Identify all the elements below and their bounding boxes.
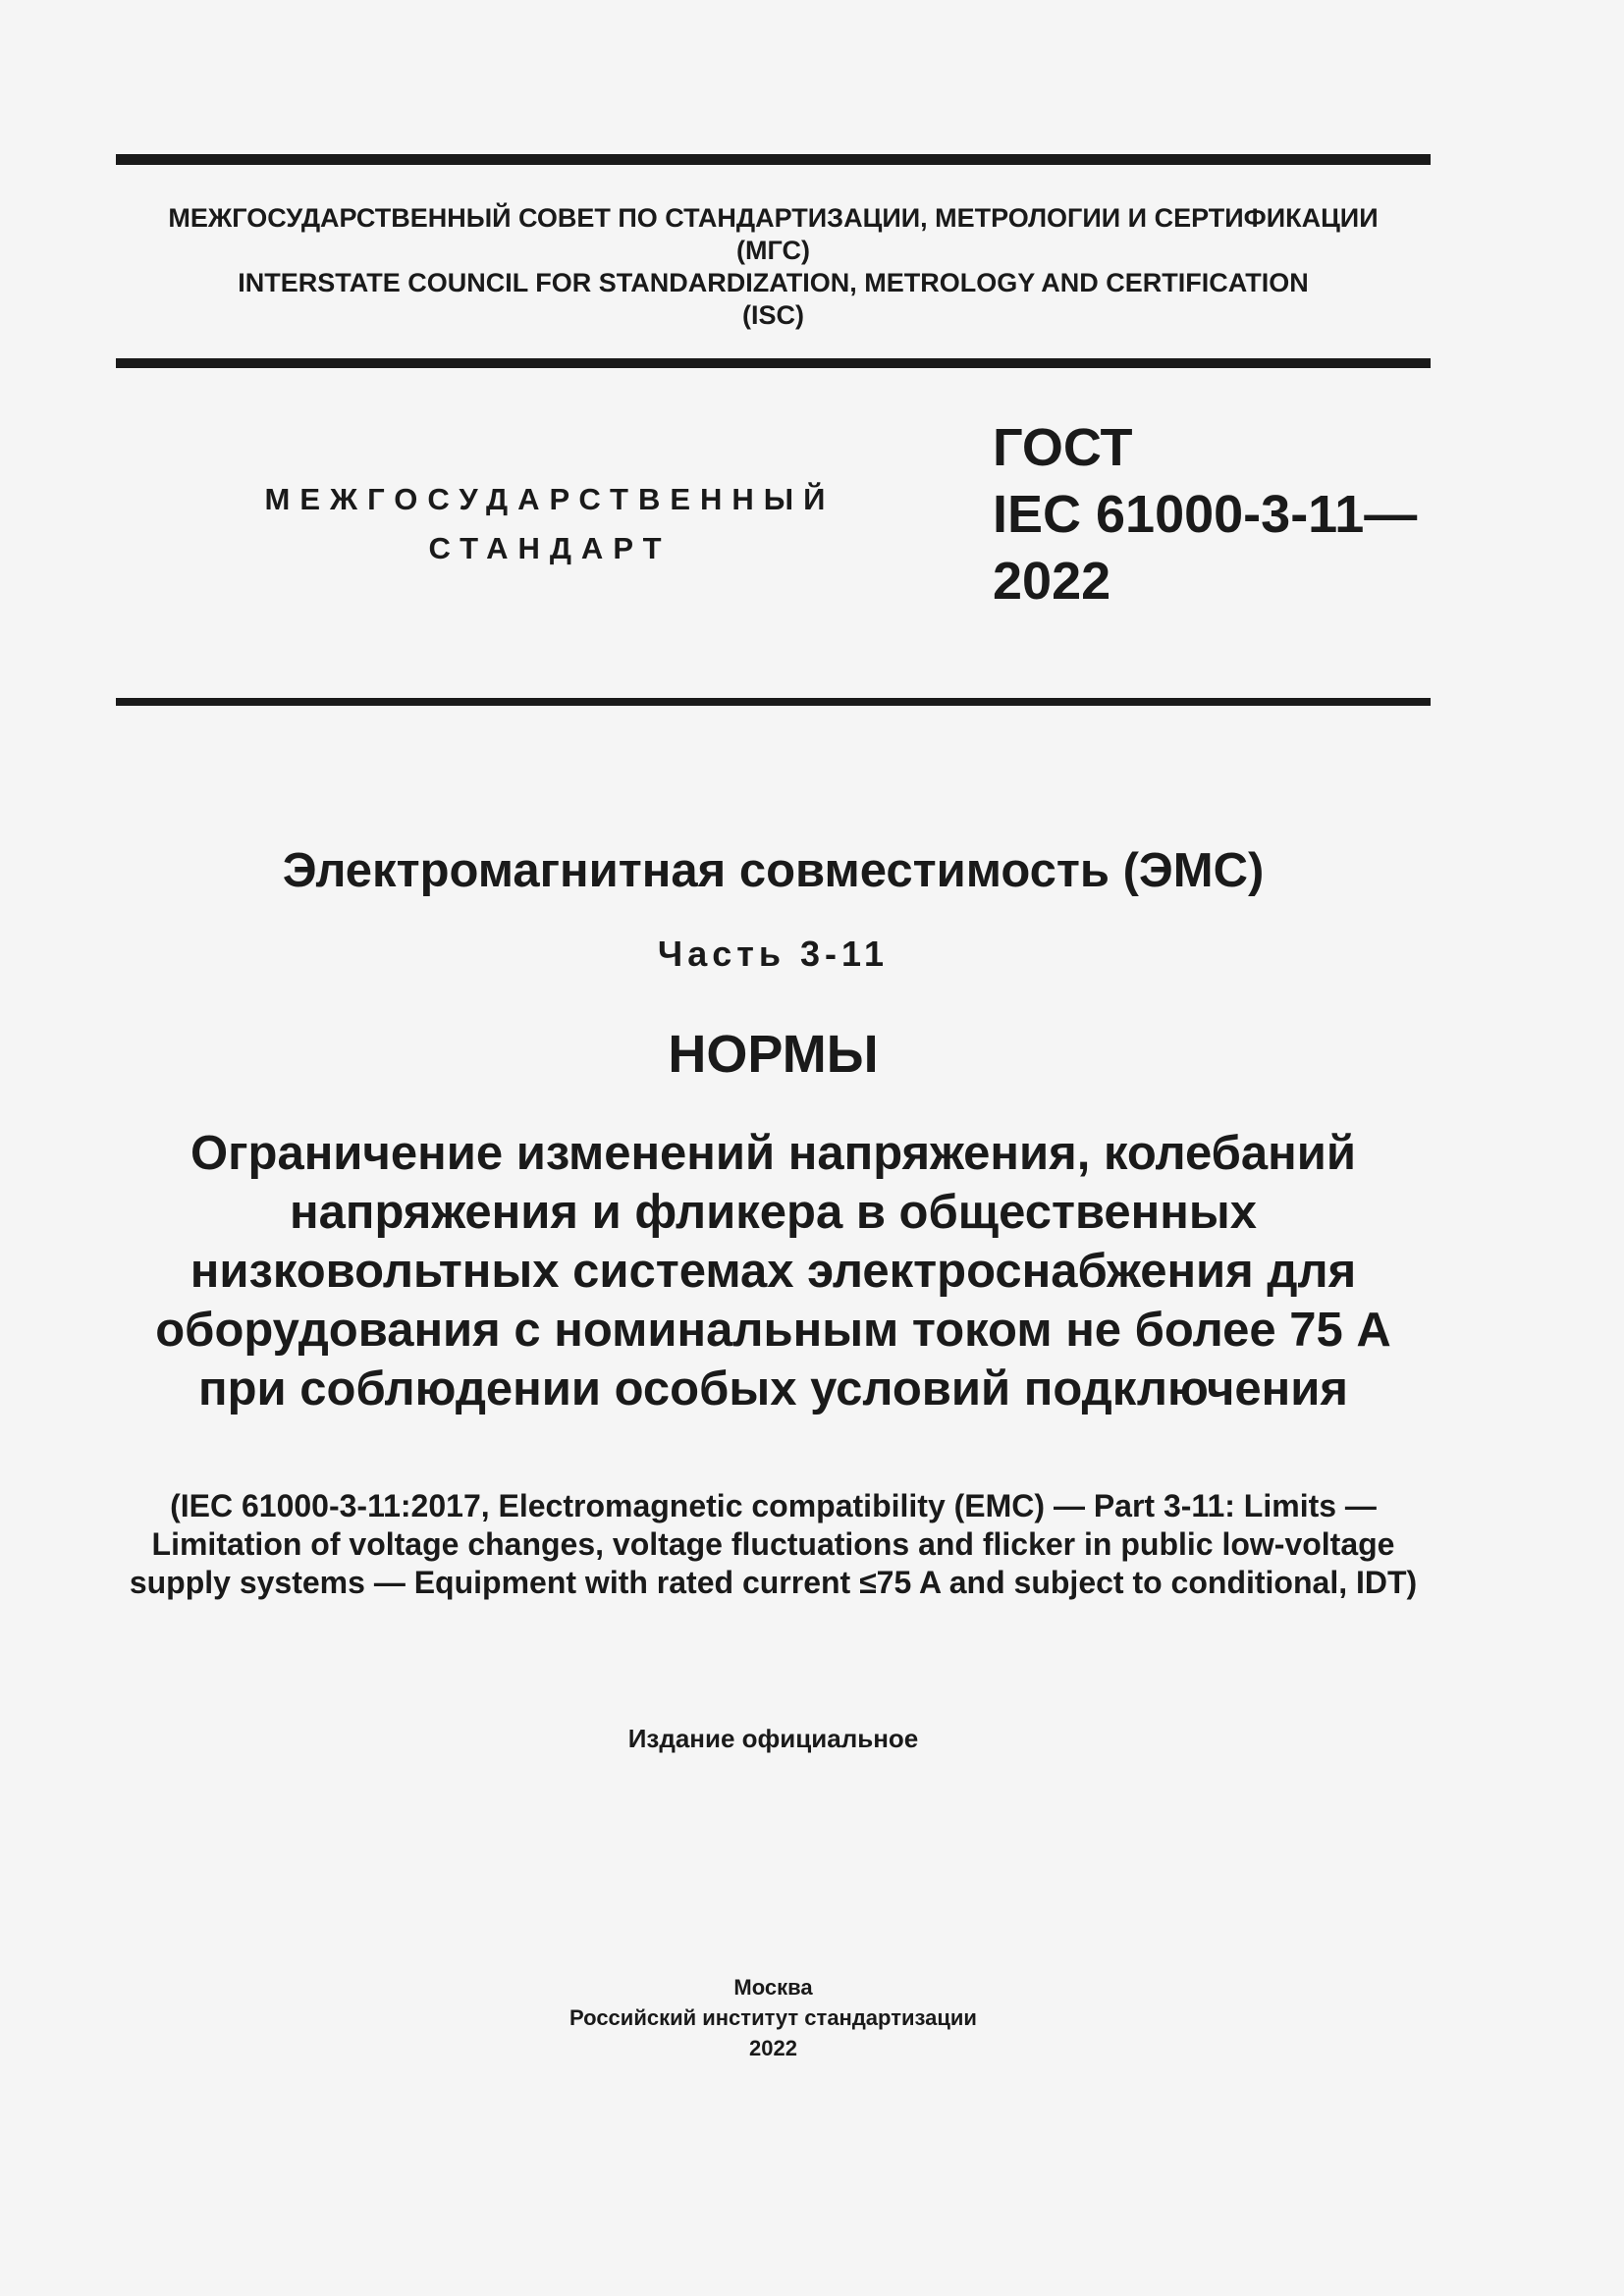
publisher-institute: Российский институт стандартизации	[569, 2005, 977, 2030]
document-subtitle	[116, 1124, 1431, 1418]
subtitle-line: оборудования с номинальным током не более 75 А	[155, 1304, 1391, 1357]
standard-kind-line-2: СТАНДАРТ	[428, 531, 672, 565]
top-rule	[116, 154, 1431, 165]
designation-line-3: 2022	[993, 552, 1111, 611]
intl-reference-line: (IEC 61000-3-11:2017, Electromagnetic compatibility (EMC) — Part 3-11: Limits —	[170, 1488, 1377, 1523]
council-header	[116, 202, 1431, 332]
standard-kind-line-1: МЕЖГОСУДАРСТВЕННЫЙ	[264, 482, 836, 516]
standard-kind	[236, 475, 864, 573]
edition-label: Издание официальное	[627, 1724, 919, 1753]
subtitle-line: Ограничение изменений напряжения, колебаний	[189, 1127, 1356, 1180]
norms-heading: НОРМЫ	[668, 1025, 879, 1084]
designation-rule	[116, 698, 1431, 706]
intl-reference-line: supply systems — Equipment with rated current ≤75 A and subject to conditional, IDT)	[129, 1565, 1418, 1600]
council-rule	[116, 358, 1431, 368]
intl-reference-line: Limitation of voltage changes, voltage fluctuations and flicker in public low-voltage	[151, 1526, 1395, 1562]
council-name-en: INTERSTATE COUNCIL FOR STANDARDIZATION, METROLOGY AND CERTIFICATION	[238, 268, 1309, 297]
council-abbr-ru: (МГС)	[736, 236, 810, 265]
designation-line-1: ГОСТ	[993, 418, 1133, 477]
international-reference	[116, 1487, 1431, 1602]
subtitle-line: при соблюдении особых условий подключения	[198, 1362, 1348, 1415]
council-abbr-en: (ISC)	[742, 300, 804, 330]
publisher-year: 2022	[749, 2036, 797, 2060]
council-name-ru: МЕЖГОСУДАРСТВЕННЫЙ СОВЕТ ПО СТАНДАРТИЗАЦИИ, МЕТРОЛОГИИ И СЕРТИФИКАЦИИ	[168, 203, 1379, 233]
publisher-block	[116, 1972, 1431, 2063]
standard-designation	[993, 414, 1417, 614]
subtitle-line: низковольтных системах электроснабжения для	[189, 1245, 1357, 1298]
document-title: Электромагнитная совместимость (ЭМС)	[282, 844, 1265, 897]
subtitle-line: напряжения и фликера в общественных	[290, 1186, 1257, 1239]
part-number: Часть 3-11	[657, 934, 890, 974]
publisher-city: Москва	[733, 1975, 813, 2000]
designation-line-2: IEC 61000-3-11—	[993, 485, 1418, 544]
